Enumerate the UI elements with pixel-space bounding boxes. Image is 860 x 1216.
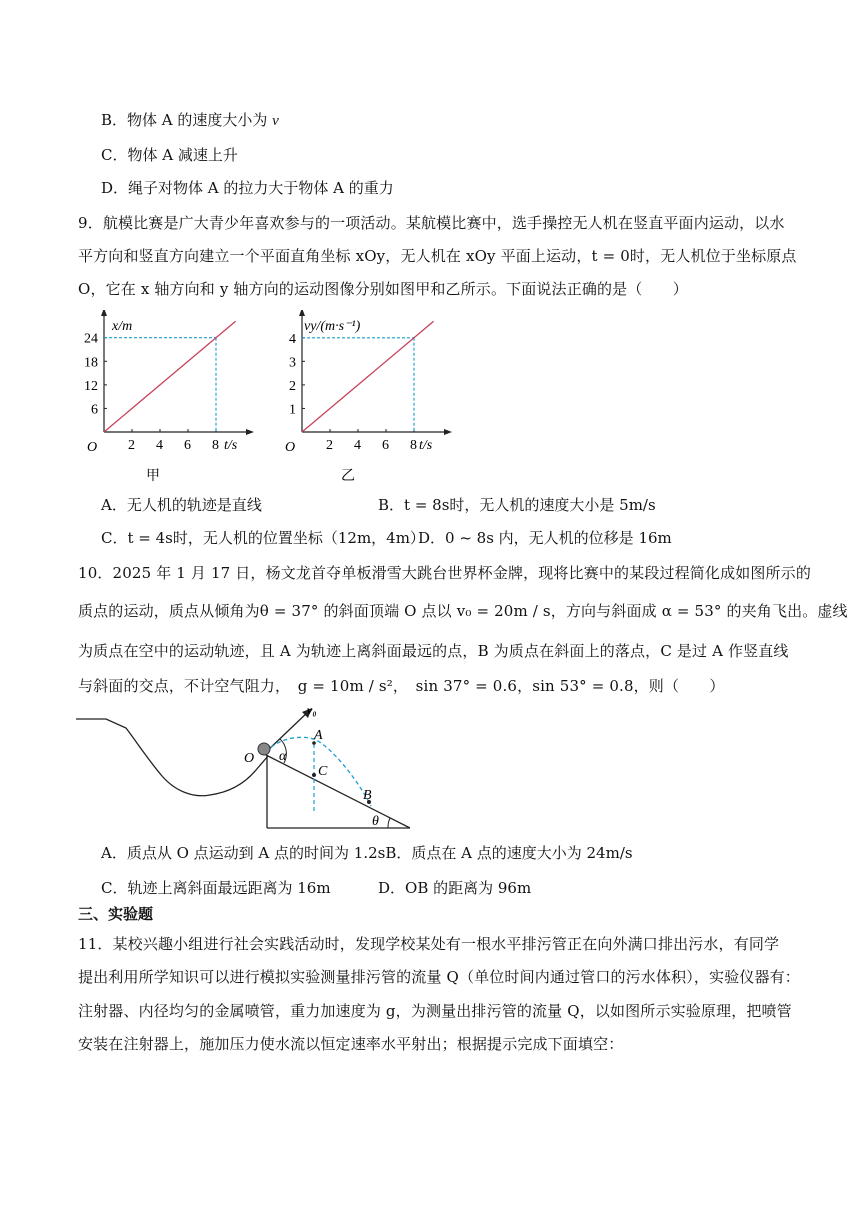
q10-slope-diagram — [76, 700, 426, 835]
q8-option-b-text: B．物体 A 的速度大小为 — [101, 111, 273, 129]
label-b: B — [363, 788, 372, 803]
q9-option-b: B．t = 8s时，无人机的速度大小是 5m/s — [378, 496, 656, 514]
q11-stem-line4: 安装在注射器上，施加压力使水流以恒定速率水平射出；根据提示完成下面填空： — [78, 1035, 624, 1053]
chart-yi-x-tick-label: 4 — [354, 438, 361, 453]
chart-jia-origin: O — [87, 440, 98, 455]
chart-jia-xlabel: t/s — [224, 438, 238, 453]
chart-yi-ylabel: vy/(m·s⁻¹) — [304, 319, 361, 334]
q8-option-b-var: v — [272, 113, 279, 129]
chart-yi-y-arrowhead — [299, 310, 305, 316]
chart-yi — [274, 310, 474, 490]
chart-yi-caption: 乙 — [341, 469, 355, 484]
q9-stem-line3: O，它在 x 轴方向和 y 轴方向的运动图像分别如图甲和乙所示。下面说法正确的是（ ） — [78, 280, 688, 298]
q9-option-a: A．无人机的轨迹是直线 — [101, 496, 262, 514]
q10-stem-line4: 与斜面的交点，不计空气阻力， g = 10m / s²， sin 37° = 0.6，sin 53° = 0.8，则（ ） — [78, 677, 725, 695]
q10-stem-line1: 10．2025 年 1 月 17 日，杨文龙首夺单板滑雪大跳台世界杯金牌，现将比赛中的某段过程简化成如图所示的 — [78, 564, 811, 582]
label-alpha: α — [279, 749, 287, 764]
chart-yi-x-tick-label: 8 — [410, 438, 417, 453]
chart-jia-y-tick-label: 6 — [91, 402, 98, 418]
q8-option-c: C．物体 A 减速上升 — [101, 146, 238, 164]
chart-jia-x-tick-label: 8 — [212, 438, 219, 453]
label-c: C — [318, 764, 328, 779]
q10-option-a-b: A．质点从 O 点运动到 A 点的时间为 1.2sB．质点在 A 点的速度大小为 24m/s — [101, 844, 633, 862]
chart-jia-x-arrowhead — [246, 429, 254, 435]
chart-yi-origin: O — [285, 440, 296, 455]
chart-jia-y-tick-label: 24 — [84, 331, 98, 347]
q10-stem-line2: 质点的运动，质点从倾角为θ = 37° 的斜面顶端 O 点以 v₀ = 20m / s，方向与斜面成 α = 53° 的夹角飞出。虚线 — [78, 602, 848, 620]
label-o: O — [244, 751, 255, 766]
label-theta: θ — [372, 814, 379, 829]
q9-option-c: C．t = 4s时，无人机的位置坐标（12m，4m） — [101, 529, 425, 547]
chart-jia — [76, 310, 276, 490]
chart-yi-xlabel: t/s — [419, 438, 433, 453]
chart-jia-y-tick-label: 18 — [84, 355, 98, 371]
chart-yi-x-tick-label: 2 — [326, 438, 333, 453]
ball — [258, 743, 270, 755]
chart-yi-y-tick-label: 3 — [289, 355, 296, 371]
q10-stem-line3: 为质点在空中的运动轨迹，且 A 为轨迹上离斜面最远的点，B 为质点在斜面上的落点，C 是过 A 作竖直线 — [78, 642, 789, 660]
section-heading: 三、实验题 — [78, 905, 154, 923]
chart-jia-x-tick-label: 4 — [156, 438, 163, 453]
point-c — [312, 773, 316, 777]
chart-yi-x-tick-label: 6 — [382, 438, 389, 453]
label-v0: v₀ — [307, 703, 317, 717]
q8-option-d: D．绳子对物体 A 的拉力大于物体 A 的重力 — [101, 179, 394, 197]
q9-stem-line2: 平方向和竖直方向建立一个平面直角坐标 xOy，无人机在 xOy 平面上运动，t = 0时，无人机位于坐标原点 — [78, 247, 797, 265]
chart-jia-y-tick-label: 12 — [84, 378, 98, 394]
q11-stem-line2: 提出利用所学知识可以进行模拟实验测量排污管的流量 Q（单位时间内通过管口的污水体积），实验仪器有： — [78, 968, 800, 986]
chart-jia-x-tick-label: 2 — [128, 438, 135, 453]
q9-stem-line1: 9．航模比赛是广大青少年喜欢参与的一项活动。某航模比赛中，选手操控无人机在竖直平面内运动，以水 — [78, 214, 785, 232]
q9-option-d: D．0 ~ 8s 内，无人机的位移是 16m — [418, 529, 672, 547]
q8-option-b — [101, 110, 279, 131]
chart-yi-y-tick-label: 2 — [289, 378, 296, 394]
chart-jia-caption: 甲 — [146, 469, 160, 484]
chart-jia-plot — [84, 310, 254, 453]
chart-jia-x-tick-label: 6 — [184, 438, 191, 453]
chart-yi-x-arrowhead — [444, 429, 452, 435]
q11-stem-line3: 注射器、内径均匀的金属喷管，重力加速度为 g，为测量出排污管的流量 Q，以如图所示实验原理，把喷管 — [78, 1002, 792, 1020]
chart-jia-ylabel: x/m — [112, 319, 133, 334]
q11-stem-line1: 11．某校兴趣小组进行社会实践活动时，发现学校某处有一根水平排污管正在向外满口排出污水，有同学 — [78, 935, 780, 953]
incline-slope — [266, 755, 410, 828]
chart-yi-y-tick-label: 4 — [289, 331, 296, 347]
terrain-curve — [76, 719, 268, 796]
chart-jia-y-arrowhead — [101, 310, 107, 316]
q10-option-d: D．OB 的距离为 96m — [378, 879, 532, 897]
theta-arc — [388, 818, 390, 828]
chart-yi-y-tick-label: 1 — [289, 402, 296, 418]
q10-option-c: C．轨迹上离斜面最远距离为 16m — [101, 879, 331, 897]
label-a: A — [314, 728, 323, 743]
